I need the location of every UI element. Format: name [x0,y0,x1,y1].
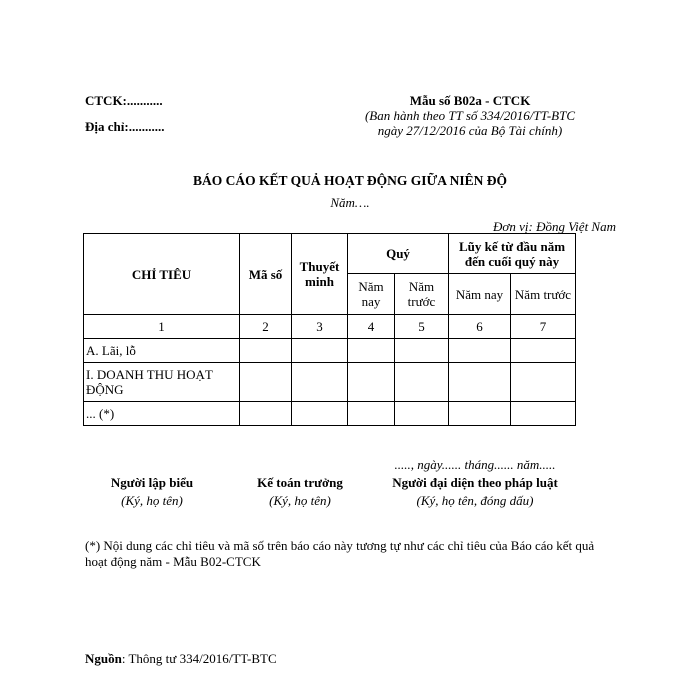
table-cell [449,402,511,426]
column-number: 2 [240,315,292,339]
subheader-quarter-this-year: Năm nay [348,274,395,315]
table-cell [240,363,292,402]
subheader-ytd-this-year: Năm nay [449,274,511,315]
row-label: I. DOANH THU HOẠT ĐỘNG [84,363,240,402]
column-number: 1 [84,315,240,339]
table-cell [292,363,348,402]
legal-title: Người đại diện theo pháp luật [392,475,558,490]
source-text: : Thông tư 334/2016/TT-BTC [121,651,277,666]
table-cell [292,339,348,363]
header-ytd: Lũy kế từ đầu năm đến cuối quý này [449,234,576,274]
column-number-row [84,315,576,339]
header-note: Thuyết minh [292,234,348,315]
preparer-title: Người lập biểu [110,475,194,490]
header-quarter: Quý [348,234,449,274]
source-label: Nguồn [85,651,122,666]
source-line [85,651,277,667]
column-number: 5 [395,315,449,339]
date-line: ....., ngày...... tháng...... năm..... [394,457,556,472]
accountant-sub: (Ký, họ tên) [269,493,331,508]
table-cell [292,402,348,426]
subheader-quarter-last-year: Năm trước [395,274,449,315]
signature-accountant [240,474,360,510]
header-indicator: CHỈ TIÊU [84,234,240,315]
company-field [85,93,163,109]
report-table [83,233,576,426]
table-cell [511,363,576,402]
signature-preparer [92,474,212,510]
column-number: 7 [511,315,576,339]
table-cell [449,363,511,402]
form-issued-line1: (Ban hành theo TT số 334/2016/TT-BTC [364,108,576,123]
form-issued-line2: ngày 27/12/2016 của Bộ Tài chính) [377,123,563,138]
header-code: Mã số [240,234,292,315]
table-row [84,339,576,363]
table-row [84,402,576,426]
table-cell [511,402,576,426]
table-cell [395,339,449,363]
table-cell [511,339,576,363]
column-number: 3 [292,315,348,339]
table-header-row [84,234,576,274]
currency-unit: Đơn vị: Đồng Việt Nam [493,219,616,234]
table-cell [348,402,395,426]
table-cell [449,339,511,363]
preparer-sub: (Ký, họ tên) [121,493,183,508]
form-info [340,93,600,138]
legal-sub: (Ký, họ tên, đóng dấu) [416,493,534,508]
company-label: CTCK: [85,93,127,108]
signature-legal-representative [380,456,570,510]
table-cell [240,339,292,363]
accountant-title: Kế toán trưởng [257,475,343,490]
footnote: (*) Nội dung các chỉ tiêu và mã số trên báo cáo này tương tự như các chỉ tiêu của Báo cáo kết quả hoạt động năm - Mẫu B02-CTCK [85,538,595,569]
table-cell [348,339,395,363]
company-value: ........... [126,93,163,108]
table-cell [240,402,292,426]
row-label: ... (*) [84,402,240,426]
table-cell [395,363,449,402]
address-field [85,119,164,135]
form-code: Mẫu số B02a - CTCK [409,93,531,108]
report-title: BÁO CÁO KẾT QUẢ HOẠT ĐỘNG GIỮA NIÊN ĐỘ [192,173,508,188]
address-label: Địa chỉ: [85,119,129,134]
table-cell [348,363,395,402]
subheader-ytd-last-year: Năm trước [511,274,576,315]
table-row [84,363,576,402]
address-value: ........... [128,119,165,134]
table-cell [395,402,449,426]
row-label: A. Lãi, lỗ [84,339,240,363]
year-line: Năm…. [330,195,370,210]
column-number: 4 [348,315,395,339]
column-number: 6 [449,315,511,339]
